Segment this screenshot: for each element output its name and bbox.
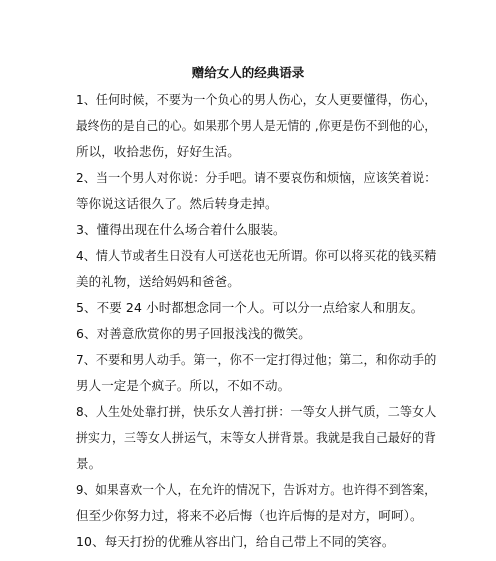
text-line: 10、每天打扮的优雅从容出门，给自己带上不同的笑容。	[76, 534, 395, 549]
document-title: 赠给女人的经典语录	[191, 65, 305, 80]
text-line: 1、任何时候，不要为一个负心的男人伤心，女人更要懂得，伤心，	[76, 92, 437, 107]
text-line: 所以，收拾悲伤，好好生活。	[76, 144, 240, 159]
text-line: 2、当一个男人对你说：分手吧。请不要哀伤和烦恼，应该笑着说：	[76, 170, 437, 185]
text-line: 男人一定是个疯子。所以，不如不动。	[76, 378, 291, 393]
text-line: 拼实力，三等女人拼运气，末等女人拼背景。我就是我自己最好的背	[76, 430, 437, 445]
text-line: 美的礼物，送给妈妈和爸爸。	[76, 274, 240, 289]
text-line: 8、人生处处靠打拼，快乐女人善打拼：一等女人拼气质，二等女人	[76, 404, 437, 419]
text-line: 6、对善意欣赏你的男子回报浅浅的微笑。	[76, 326, 311, 341]
text-line: 3、懂得出现在什么场合着什么服装。	[76, 222, 286, 237]
text-line: 9、如果喜欢一个人，在允许的情况下，告诉对方。也许得不到答案，	[76, 482, 437, 497]
text-line: 景。	[76, 456, 102, 471]
text-line: 5、不要 24 小时都想念同一个人。可以分一点给家人和朋友。	[76, 300, 424, 315]
text-line: 7、不要和男人动手。第一，你不一定打得过他；第二，和你动手的	[76, 352, 437, 367]
text-line: 4、情人节或者生日没有人可送花也无所谓。你可以将买花的钱买精	[76, 248, 437, 263]
text-line: 但至少你努力过，将来不必后悔（也许后悔的是对方，呵呵）。	[76, 508, 423, 523]
text-line: 最终伤的是自己的心。如果那个男人是无情的 ,你更是伤不到他的心，	[76, 118, 437, 133]
text-line: 等你说这话很久了。然后转身走掉。	[76, 196, 278, 211]
